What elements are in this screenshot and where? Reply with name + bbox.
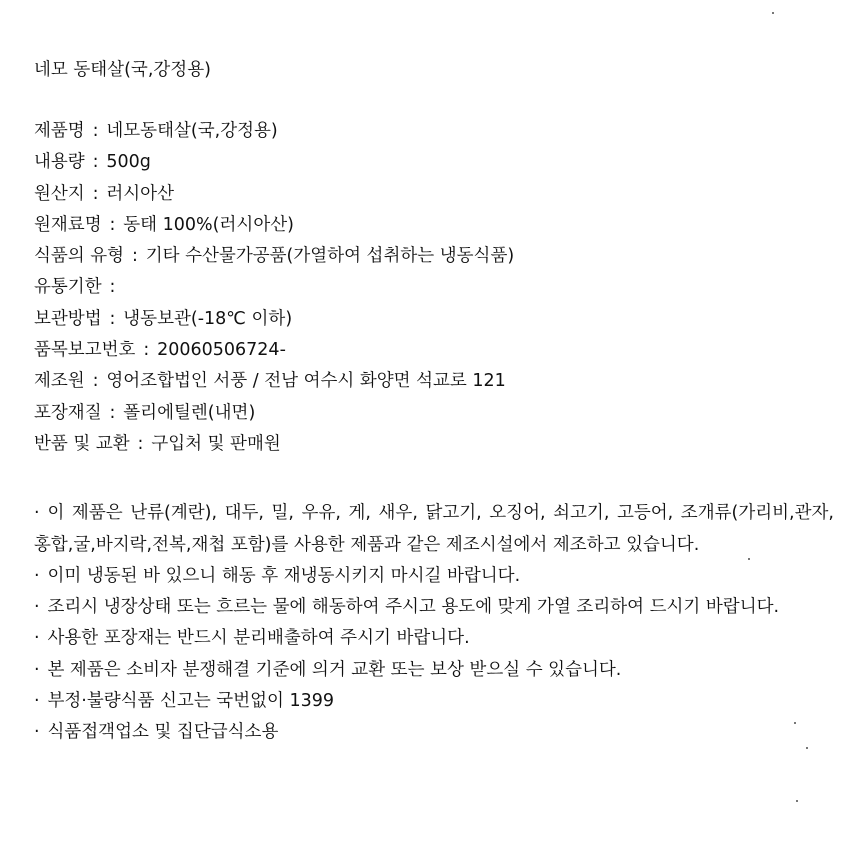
info-line-expiration <box>34 272 834 303</box>
info-line-net-content <box>34 147 834 178</box>
notice-text: 본 제품은 소비자 분쟁해결 기준에 의거 교환 또는 보상 받으실 수 있습니다. <box>47 659 622 680</box>
info-line-storage <box>34 304 834 335</box>
info-separator: : <box>143 340 150 361</box>
info-value: 20060506724- <box>157 340 286 361</box>
info-value: 동태 100%(러시아산) <box>123 214 294 235</box>
bullet-dot: · <box>34 722 40 743</box>
info-line-food-type <box>34 241 834 272</box>
info-separator: : <box>109 402 116 423</box>
bullet-dot: · <box>34 565 40 586</box>
notice-allergen <box>34 498 834 561</box>
notice-text: 식품접객업소 및 집단급식소용 <box>47 722 279 743</box>
info-value: 영어조합법인 서풍 / 전남 여수시 화양면 석교로 121 <box>106 371 506 392</box>
info-line-origin <box>34 179 834 210</box>
scan-speck <box>806 747 808 749</box>
notice-text: 이미 냉동된 바 있으니 해동 후 재냉동시키지 마시길 바랍니다. <box>47 565 521 586</box>
info-label: 유통기한 <box>34 277 102 298</box>
info-line-packaging <box>34 398 834 429</box>
scan-speck <box>772 12 774 14</box>
notice-report-hotline <box>34 686 834 717</box>
info-label: 반품 및 교환 <box>34 433 130 454</box>
info-label: 식품의 유형 <box>34 246 125 267</box>
info-label: 원산지 <box>34 183 85 204</box>
notice-text: 사용한 포장재는 반드시 분리배출하여 주시기 바랍니다. <box>47 628 470 649</box>
info-label: 내용량 <box>34 152 85 173</box>
info-value: 구입처 및 판매원 <box>151 433 281 454</box>
info-line-product-name <box>34 116 834 147</box>
info-label: 제품명 <box>34 121 85 141</box>
info-label: 품목보고번호 <box>34 340 136 361</box>
info-separator: : <box>131 246 138 267</box>
notice-no-refreeze <box>34 561 834 592</box>
info-label: 제조원 <box>34 371 85 392</box>
product-title: 네모 동태살(국,강정용) <box>34 60 211 80</box>
info-label: 포장재질 <box>34 402 102 423</box>
notice-cooking <box>34 592 834 623</box>
info-separator: : <box>92 371 99 392</box>
bullet-dot: · <box>34 659 40 680</box>
info-line-ingredients <box>34 210 834 241</box>
info-line-manufacturer <box>34 366 834 397</box>
product-info-list <box>34 116 834 460</box>
notice-recycling <box>34 623 834 654</box>
scan-speck <box>748 558 750 560</box>
notice-text: 부정·불량식품 신고는 국번없이 1399 <box>47 691 335 712</box>
info-value: 폴리에틸렌(내면) <box>123 402 256 423</box>
info-separator: : <box>137 433 144 454</box>
info-separator: : <box>92 183 99 204</box>
info-separator: : <box>92 152 99 173</box>
bullet-dot: · <box>34 691 40 712</box>
notice-text: 조리시 냉장상태 또는 흐르는 물에 해동하여 주시고 용도에 맞게 가열 조리하여 드시기 바랍니다. <box>47 597 780 618</box>
info-label: 보관방법 <box>34 308 102 329</box>
scan-speck <box>794 722 796 724</box>
notice-list <box>34 498 834 748</box>
info-line-returns <box>34 429 834 460</box>
scan-speck <box>796 800 798 802</box>
bullet-dot: · <box>34 597 40 618</box>
bullet-dot: · <box>34 628 40 649</box>
info-separator: : <box>109 308 116 329</box>
notice-dispute <box>34 655 834 686</box>
notice-text: 이 제품은 난류(계란), 대두, 밀, 우유, 게, 새우, 닭고기, 오징어, 쇠고기, 고등어, 조개류(가리비,관자,홍합,굴,바지락,전복,재첩 포함)를 사용한 제품과 같은 제조시설에서 제조하고 있습니다. <box>34 503 834 555</box>
info-value: 기타 수산물가공품(가열하여 섭취하는 냉동식품) <box>145 246 515 267</box>
info-value: 냉동보관(-18℃ 이하) <box>123 308 293 329</box>
info-separator: : <box>109 214 116 235</box>
info-value: 500g <box>106 152 151 173</box>
notice-usage <box>34 717 834 748</box>
info-label: 원재료명 <box>34 214 102 235</box>
info-line-report-number <box>34 335 834 366</box>
info-value: 러시아산 <box>106 183 174 204</box>
product-info-document <box>34 58 834 749</box>
info-separator: : <box>92 121 99 141</box>
bullet-dot: · <box>34 503 40 524</box>
info-separator: : <box>109 277 116 298</box>
info-value: 네모동태살(국,강정용) <box>106 121 278 141</box>
